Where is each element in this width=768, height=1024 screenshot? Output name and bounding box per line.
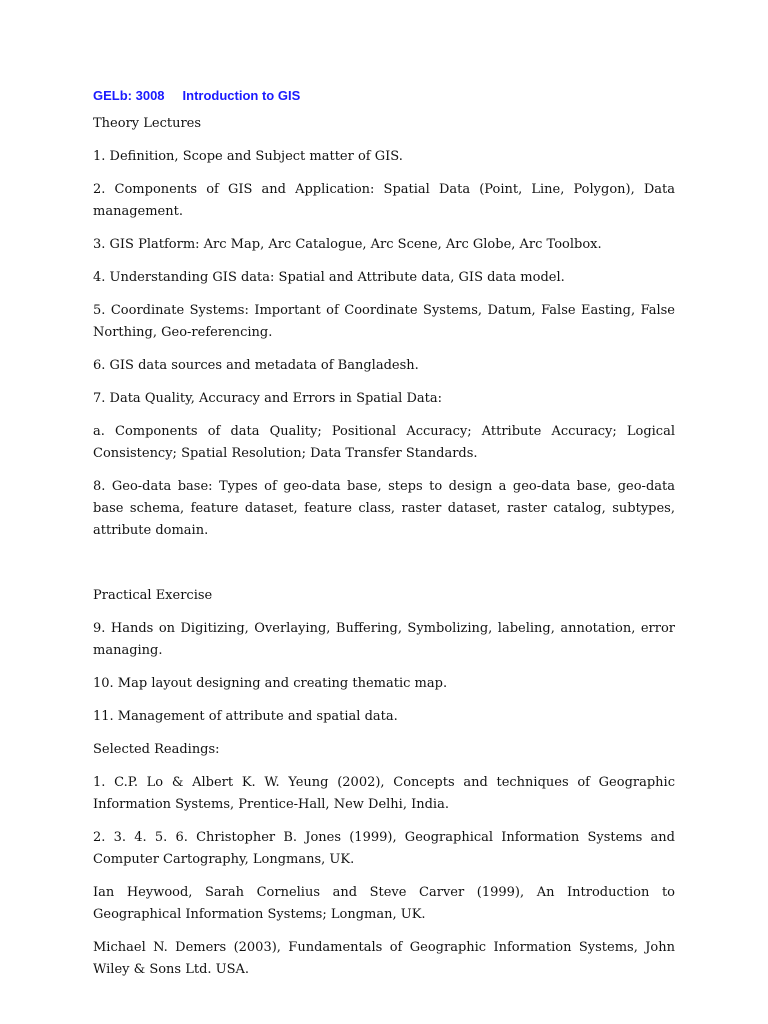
section-spacer — [93, 553, 675, 585]
reading-item-1: 1. C.P. Lo & Albert K. W. Yeung (2002), Concepts and techniques of Geographic Information Systems, Prentice-Hall, New Delhi, India. — [93, 775, 675, 812]
document-page — [93, 86, 675, 992]
reading-item-3: Ian Heywood, Sarah Cornelius and Steve Carver (1999), An Introduction to Geographical Information Systems; Longman, UK. — [93, 885, 675, 922]
course-title: Introduction to GIS — [182, 88, 301, 103]
course-header — [93, 86, 675, 106]
theory-item-8: 8. Geo-data base: Types of geo-data base, steps to design a geo-data base, geo-data base schema, feature dataset, feature class, raster dataset, raster catalog, subtypes, attribute domain. — [93, 479, 675, 538]
theory-item-7: 7. Data Quality, Accuracy and Errors in Spatial Data: — [93, 391, 442, 406]
theory-item-4: 4. Understanding GIS data: Spatial and Attribute data, GIS data model. — [93, 270, 565, 285]
reading-item-2: 2. 3. 4. 5. 6. Christopher B. Jones (1999), Geographical Information Systems and Computer Cartography, Longmans, UK. — [93, 830, 675, 867]
theory-item-3: 3. GIS Platform: Arc Map, Arc Catalogue, Arc Scene, Arc Globe, Arc Toolbox. — [93, 237, 602, 252]
theory-item-6: 6. GIS data sources and metadata of Bangladesh. — [93, 358, 419, 373]
reading-item-4: Michael N. Demers (2003), Fundamentals of Geographic Information Systems, John Wiley & Sons Ltd. USA. — [93, 940, 675, 977]
theory-item-7a: a. Components of data Quality; Positional Accuracy; Attribute Accuracy; Logical Consistency; Spatial Resolution; Data Transfer Standards. — [93, 424, 675, 461]
practical-item-10: 10. Map layout designing and creating thematic map. — [93, 676, 448, 691]
practical-item-11: 11. Management of attribute and spatial data. — [93, 709, 398, 724]
readings-heading: Selected Readings: — [93, 742, 220, 757]
theory-item-2: 2. Components of GIS and Application: Spatial Data (Point, Line, Polygon), Data management. — [93, 182, 675, 219]
theory-heading: Theory Lectures — [93, 116, 202, 131]
practical-item-9: 9. Hands on Digitizing, Overlaying, Buffering, Symbolizing, labeling, annotation, error managing. — [93, 621, 675, 658]
course-code: GELb: 3008 — [93, 88, 165, 103]
practical-heading: Practical Exercise — [93, 588, 213, 603]
theory-item-5: 5. Coordinate Systems: Important of Coordinate Systems, Datum, False Easting, False Northing, Geo-referencing. — [93, 303, 675, 340]
theory-item-1: 1. Definition, Scope and Subject matter of GIS. — [93, 149, 403, 164]
